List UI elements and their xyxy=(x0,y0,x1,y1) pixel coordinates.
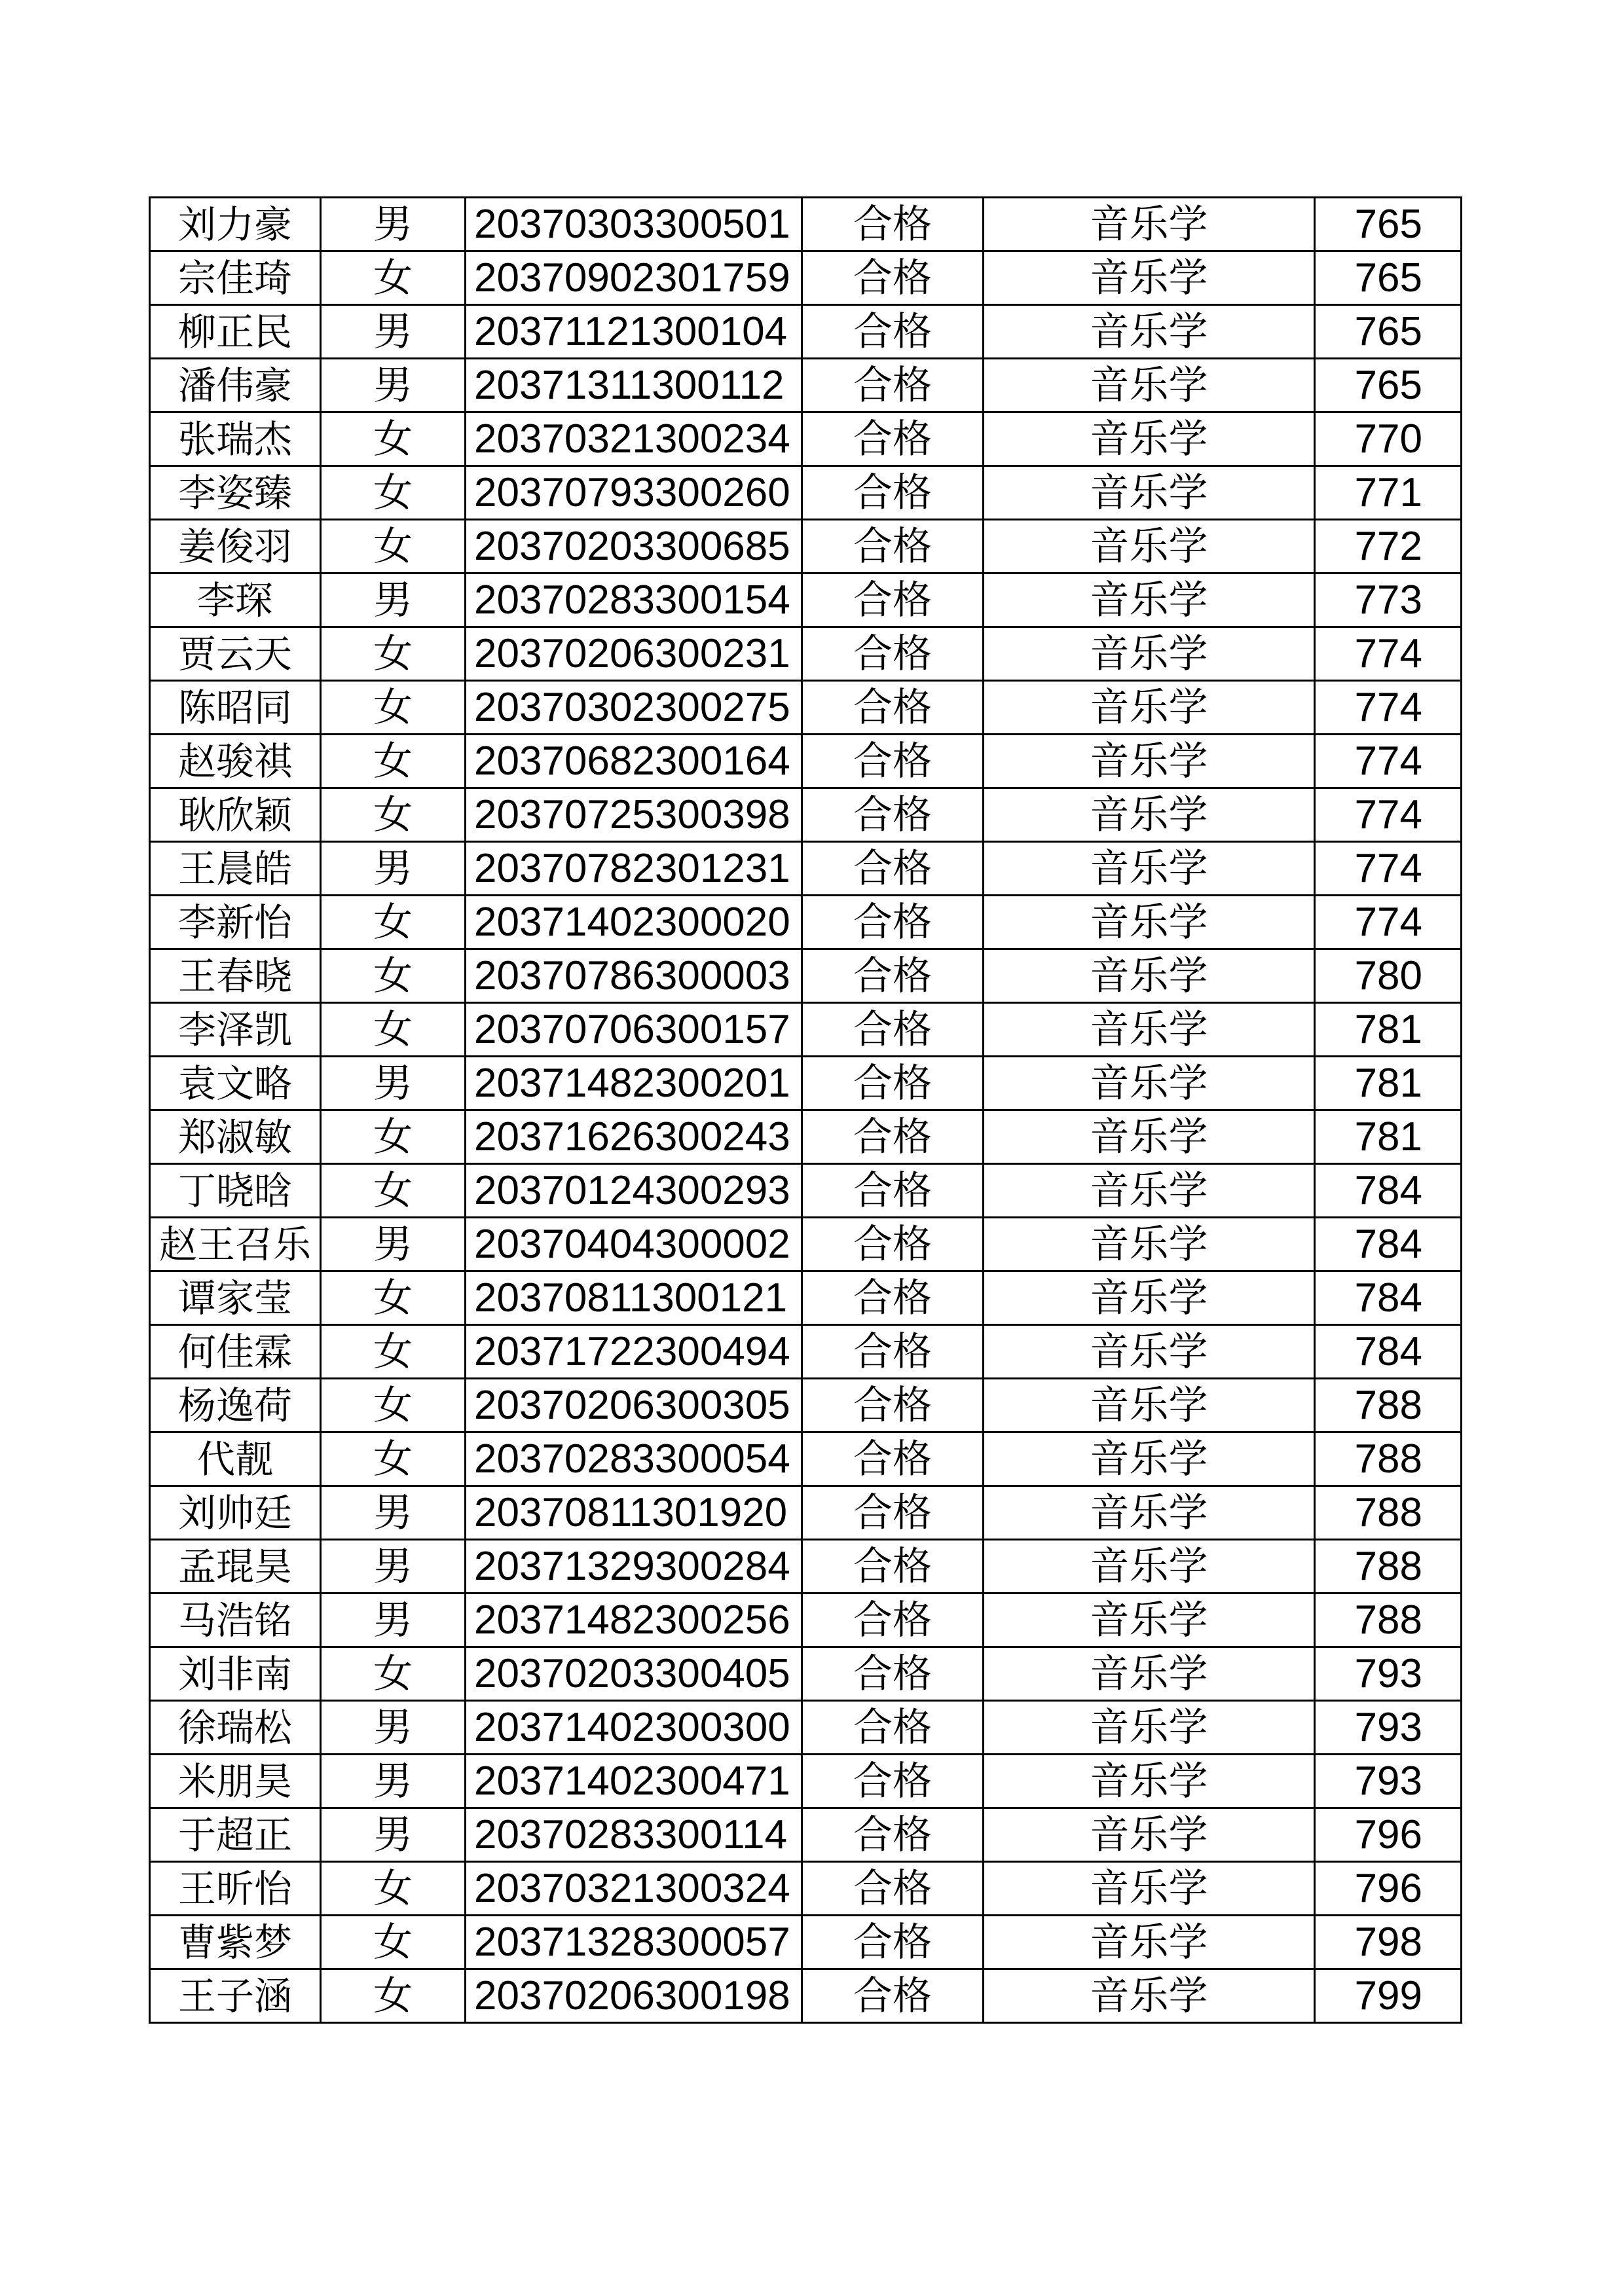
major-cell: 音乐学 xyxy=(984,1164,1315,1218)
student-name-cell: 张瑞杰 xyxy=(150,412,321,466)
gender-cell: 女 xyxy=(321,1432,466,1486)
exam-id-cell: 20370206300305 xyxy=(466,1379,802,1432)
exam-id-cell: 20371402300471 xyxy=(466,1755,802,1808)
major-cell: 音乐学 xyxy=(984,1110,1315,1164)
major-cell: 音乐学 xyxy=(984,305,1315,359)
score-cell: 788 xyxy=(1315,1432,1462,1486)
major-cell: 音乐学 xyxy=(984,466,1315,520)
result-cell: 合格 xyxy=(802,788,984,842)
student-name-cell: 曹紫梦 xyxy=(150,1916,321,1969)
exam-id-cell: 20371482300256 xyxy=(466,1594,802,1647)
result-cell: 合格 xyxy=(802,627,984,681)
score-cell: 784 xyxy=(1315,1218,1462,1271)
gender-cell: 男 xyxy=(321,1701,466,1755)
table-row xyxy=(150,681,1462,735)
result-cell: 合格 xyxy=(802,1916,984,1969)
score-cell: 796 xyxy=(1315,1862,1462,1916)
result-cell: 合格 xyxy=(802,1271,984,1325)
exam-id-cell: 20371121300104 xyxy=(466,305,802,359)
result-cell: 合格 xyxy=(802,1379,984,1432)
gender-cell: 女 xyxy=(321,520,466,574)
major-cell: 音乐学 xyxy=(984,198,1315,251)
major-cell: 音乐学 xyxy=(984,1379,1315,1432)
gender-cell: 女 xyxy=(321,1003,466,1057)
student-name-cell: 刘帅廷 xyxy=(150,1486,321,1540)
result-cell: 合格 xyxy=(802,1755,984,1808)
exam-id-cell: 20370283300114 xyxy=(466,1808,802,1862)
score-cell: 793 xyxy=(1315,1701,1462,1755)
gender-cell: 女 xyxy=(321,1164,466,1218)
gender-cell: 女 xyxy=(321,1969,466,2023)
table-row xyxy=(150,1110,1462,1164)
student-name-cell: 刘非南 xyxy=(150,1647,321,1701)
table-row xyxy=(150,1701,1462,1755)
score-cell: 788 xyxy=(1315,1594,1462,1647)
result-cell: 合格 xyxy=(802,735,984,788)
result-cell: 合格 xyxy=(802,359,984,412)
major-cell: 音乐学 xyxy=(984,735,1315,788)
result-cell: 合格 xyxy=(802,520,984,574)
score-cell: 771 xyxy=(1315,466,1462,520)
gender-cell: 男 xyxy=(321,1540,466,1594)
major-cell: 音乐学 xyxy=(984,359,1315,412)
gender-cell: 男 xyxy=(321,1808,466,1862)
gender-cell: 女 xyxy=(321,1647,466,1701)
major-cell: 音乐学 xyxy=(984,681,1315,735)
student-name-cell: 陈昭同 xyxy=(150,681,321,735)
student-name-cell: 李姿臻 xyxy=(150,466,321,520)
table-row xyxy=(150,251,1462,305)
student-name-cell: 王晨皓 xyxy=(150,842,321,896)
result-cell: 合格 xyxy=(802,1969,984,2023)
table-row xyxy=(150,1647,1462,1701)
exam-id-cell: 20371722300494 xyxy=(466,1325,802,1379)
result-cell: 合格 xyxy=(802,198,984,251)
major-cell: 音乐学 xyxy=(984,788,1315,842)
score-cell: 793 xyxy=(1315,1755,1462,1808)
student-name-cell: 于超正 xyxy=(150,1808,321,1862)
gender-cell: 女 xyxy=(321,1271,466,1325)
result-cell: 合格 xyxy=(802,1862,984,1916)
table-row xyxy=(150,1969,1462,2023)
exam-id-cell: 20371329300284 xyxy=(466,1540,802,1594)
table-row xyxy=(150,1432,1462,1486)
exam-id-cell: 20371626300243 xyxy=(466,1110,802,1164)
table-row xyxy=(150,896,1462,949)
student-name-cell: 孟琨昊 xyxy=(150,1540,321,1594)
exam-id-cell: 20370902301759 xyxy=(466,251,802,305)
student-name-cell: 刘力豪 xyxy=(150,198,321,251)
gender-cell: 女 xyxy=(321,1916,466,1969)
exam-id-cell: 20371402300300 xyxy=(466,1701,802,1755)
student-name-cell: 耿欣颖 xyxy=(150,788,321,842)
major-cell: 音乐学 xyxy=(984,1701,1315,1755)
gender-cell: 男 xyxy=(321,305,466,359)
gender-cell: 男 xyxy=(321,1755,466,1808)
score-cell: 788 xyxy=(1315,1486,1462,1540)
student-name-cell: 代靓 xyxy=(150,1432,321,1486)
exam-id-cell: 20370203300685 xyxy=(466,520,802,574)
student-name-cell: 李泽凯 xyxy=(150,1003,321,1057)
student-name-cell: 丁晓晗 xyxy=(150,1164,321,1218)
major-cell: 音乐学 xyxy=(984,412,1315,466)
major-cell: 音乐学 xyxy=(984,896,1315,949)
score-cell: 774 xyxy=(1315,735,1462,788)
result-cell: 合格 xyxy=(802,1432,984,1486)
gender-cell: 女 xyxy=(321,1325,466,1379)
result-cell: 合格 xyxy=(802,466,984,520)
table-row xyxy=(150,1164,1462,1218)
result-cell: 合格 xyxy=(802,1647,984,1701)
exam-id-cell: 20371402300020 xyxy=(466,896,802,949)
major-cell: 音乐学 xyxy=(984,1755,1315,1808)
gender-cell: 女 xyxy=(321,412,466,466)
score-cell: 780 xyxy=(1315,949,1462,1003)
gender-cell: 女 xyxy=(321,1110,466,1164)
gender-cell: 女 xyxy=(321,1862,466,1916)
score-cell: 781 xyxy=(1315,1110,1462,1164)
student-name-cell: 袁文略 xyxy=(150,1057,321,1110)
major-cell: 音乐学 xyxy=(984,1325,1315,1379)
gender-cell: 女 xyxy=(321,466,466,520)
exam-id-cell: 20370206300198 xyxy=(466,1969,802,2023)
score-cell: 784 xyxy=(1315,1164,1462,1218)
major-cell: 音乐学 xyxy=(984,1808,1315,1862)
gender-cell: 女 xyxy=(321,627,466,681)
result-cell: 合格 xyxy=(802,1110,984,1164)
table-row xyxy=(150,1916,1462,1969)
major-cell: 音乐学 xyxy=(984,1862,1315,1916)
major-cell: 音乐学 xyxy=(984,1432,1315,1486)
exam-id-cell: 20371311300112 xyxy=(466,359,802,412)
gender-cell: 男 xyxy=(321,198,466,251)
table-row xyxy=(150,1808,1462,1862)
gender-cell: 男 xyxy=(321,1057,466,1110)
result-cell: 合格 xyxy=(802,412,984,466)
results-table xyxy=(149,196,1462,2024)
table-row xyxy=(150,574,1462,627)
gender-cell: 女 xyxy=(321,896,466,949)
result-cell: 合格 xyxy=(802,681,984,735)
table-row xyxy=(150,627,1462,681)
score-cell: 788 xyxy=(1315,1540,1462,1594)
gender-cell: 女 xyxy=(321,681,466,735)
result-cell: 合格 xyxy=(802,251,984,305)
gender-cell: 男 xyxy=(321,359,466,412)
student-name-cell: 宗佳琦 xyxy=(150,251,321,305)
result-cell: 合格 xyxy=(802,949,984,1003)
student-name-cell: 王春晓 xyxy=(150,949,321,1003)
gender-cell: 女 xyxy=(321,1379,466,1432)
major-cell: 音乐学 xyxy=(984,574,1315,627)
student-name-cell: 王子涵 xyxy=(150,1969,321,2023)
student-name-cell: 米朋昊 xyxy=(150,1755,321,1808)
exam-id-cell: 20370302300275 xyxy=(466,681,802,735)
score-cell: 765 xyxy=(1315,251,1462,305)
student-name-cell: 杨逸荷 xyxy=(150,1379,321,1432)
gender-cell: 男 xyxy=(321,574,466,627)
result-cell: 合格 xyxy=(802,1057,984,1110)
result-cell: 合格 xyxy=(802,842,984,896)
student-name-cell: 柳正民 xyxy=(150,305,321,359)
score-cell: 774 xyxy=(1315,842,1462,896)
score-cell: 798 xyxy=(1315,1916,1462,1969)
major-cell: 音乐学 xyxy=(984,520,1315,574)
score-cell: 796 xyxy=(1315,1808,1462,1862)
major-cell: 音乐学 xyxy=(984,1647,1315,1701)
exam-id-cell: 20370682300164 xyxy=(466,735,802,788)
table-row xyxy=(150,735,1462,788)
score-cell: 774 xyxy=(1315,788,1462,842)
student-name-cell: 徐瑞松 xyxy=(150,1701,321,1755)
major-cell: 音乐学 xyxy=(984,1916,1315,1969)
exam-id-cell: 20370206300231 xyxy=(466,627,802,681)
result-cell: 合格 xyxy=(802,574,984,627)
gender-cell: 男 xyxy=(321,1594,466,1647)
result-cell: 合格 xyxy=(802,1486,984,1540)
results-table-body xyxy=(150,198,1462,2023)
student-name-cell: 谭家莹 xyxy=(150,1271,321,1325)
major-cell: 音乐学 xyxy=(984,1540,1315,1594)
table-row xyxy=(150,1862,1462,1916)
table-row xyxy=(150,788,1462,842)
table-row xyxy=(150,1594,1462,1647)
student-name-cell: 何佳霖 xyxy=(150,1325,321,1379)
student-name-cell: 郑淑敏 xyxy=(150,1110,321,1164)
exam-id-cell: 20370793300260 xyxy=(466,466,802,520)
student-name-cell: 李琛 xyxy=(150,574,321,627)
score-cell: 793 xyxy=(1315,1647,1462,1701)
exam-id-cell: 20370321300234 xyxy=(466,412,802,466)
table-row xyxy=(150,412,1462,466)
exam-id-cell: 20370203300405 xyxy=(466,1647,802,1701)
table-row xyxy=(150,198,1462,251)
score-cell: 765 xyxy=(1315,359,1462,412)
major-cell: 音乐学 xyxy=(984,1057,1315,1110)
score-cell: 772 xyxy=(1315,520,1462,574)
major-cell: 音乐学 xyxy=(984,949,1315,1003)
exam-id-cell: 20371482300201 xyxy=(466,1057,802,1110)
gender-cell: 女 xyxy=(321,735,466,788)
table-row xyxy=(150,949,1462,1003)
exam-id-cell: 20370404300002 xyxy=(466,1218,802,1271)
score-cell: 784 xyxy=(1315,1325,1462,1379)
gender-cell: 男 xyxy=(321,1218,466,1271)
result-cell: 合格 xyxy=(802,1701,984,1755)
student-name-cell: 潘伟豪 xyxy=(150,359,321,412)
exam-id-cell: 20370283300154 xyxy=(466,574,802,627)
result-cell: 合格 xyxy=(802,896,984,949)
result-cell: 合格 xyxy=(802,1003,984,1057)
student-name-cell: 贾云天 xyxy=(150,627,321,681)
exam-id-cell: 20370725300398 xyxy=(466,788,802,842)
gender-cell: 女 xyxy=(321,251,466,305)
major-cell: 音乐学 xyxy=(984,251,1315,305)
score-cell: 765 xyxy=(1315,305,1462,359)
exam-id-cell: 20370782301231 xyxy=(466,842,802,896)
gender-cell: 男 xyxy=(321,1486,466,1540)
score-cell: 784 xyxy=(1315,1271,1462,1325)
major-cell: 音乐学 xyxy=(984,1486,1315,1540)
result-cell: 合格 xyxy=(802,305,984,359)
major-cell: 音乐学 xyxy=(984,1218,1315,1271)
table-row xyxy=(150,305,1462,359)
student-name-cell: 王昕怡 xyxy=(150,1862,321,1916)
score-cell: 770 xyxy=(1315,412,1462,466)
gender-cell: 男 xyxy=(321,842,466,896)
table-row xyxy=(150,466,1462,520)
score-cell: 781 xyxy=(1315,1003,1462,1057)
table-row xyxy=(150,1486,1462,1540)
exam-id-cell: 20370786300003 xyxy=(466,949,802,1003)
exam-id-cell: 20370706300157 xyxy=(466,1003,802,1057)
table-row xyxy=(150,842,1462,896)
table-row xyxy=(150,359,1462,412)
exam-id-cell: 20371328300057 xyxy=(466,1916,802,1969)
gender-cell: 女 xyxy=(321,949,466,1003)
table-row xyxy=(150,520,1462,574)
major-cell: 音乐学 xyxy=(984,1003,1315,1057)
exam-id-cell: 20370811301920 xyxy=(466,1486,802,1540)
student-name-cell: 马浩铭 xyxy=(150,1594,321,1647)
major-cell: 音乐学 xyxy=(984,627,1315,681)
score-cell: 773 xyxy=(1315,574,1462,627)
major-cell: 音乐学 xyxy=(984,1969,1315,2023)
table-row xyxy=(150,1218,1462,1271)
score-cell: 774 xyxy=(1315,627,1462,681)
student-name-cell: 姜俊羽 xyxy=(150,520,321,574)
exam-id-cell: 20370303300501 xyxy=(466,198,802,251)
score-cell: 781 xyxy=(1315,1057,1462,1110)
major-cell: 音乐学 xyxy=(984,1594,1315,1647)
table-row xyxy=(150,1271,1462,1325)
table-row xyxy=(150,1325,1462,1379)
major-cell: 音乐学 xyxy=(984,1271,1315,1325)
table-row xyxy=(150,1379,1462,1432)
result-cell: 合格 xyxy=(802,1164,984,1218)
score-cell: 774 xyxy=(1315,681,1462,735)
table-row xyxy=(150,1003,1462,1057)
student-name-cell: 赵王召乐 xyxy=(150,1218,321,1271)
score-cell: 774 xyxy=(1315,896,1462,949)
result-cell: 合格 xyxy=(802,1218,984,1271)
result-cell: 合格 xyxy=(802,1594,984,1647)
result-cell: 合格 xyxy=(802,1325,984,1379)
score-cell: 788 xyxy=(1315,1379,1462,1432)
score-cell: 765 xyxy=(1315,198,1462,251)
result-cell: 合格 xyxy=(802,1540,984,1594)
exam-id-cell: 20370811300121 xyxy=(466,1271,802,1325)
student-name-cell: 赵骏祺 xyxy=(150,735,321,788)
table-row xyxy=(150,1540,1462,1594)
score-cell: 799 xyxy=(1315,1969,1462,2023)
exam-id-cell: 20370321300324 xyxy=(466,1862,802,1916)
exam-id-cell: 20370124300293 xyxy=(466,1164,802,1218)
exam-id-cell: 20370283300054 xyxy=(466,1432,802,1486)
result-cell: 合格 xyxy=(802,1808,984,1862)
table-row xyxy=(150,1057,1462,1110)
student-name-cell: 李新怡 xyxy=(150,896,321,949)
major-cell: 音乐学 xyxy=(984,842,1315,896)
gender-cell: 女 xyxy=(321,788,466,842)
table-row xyxy=(150,1755,1462,1808)
